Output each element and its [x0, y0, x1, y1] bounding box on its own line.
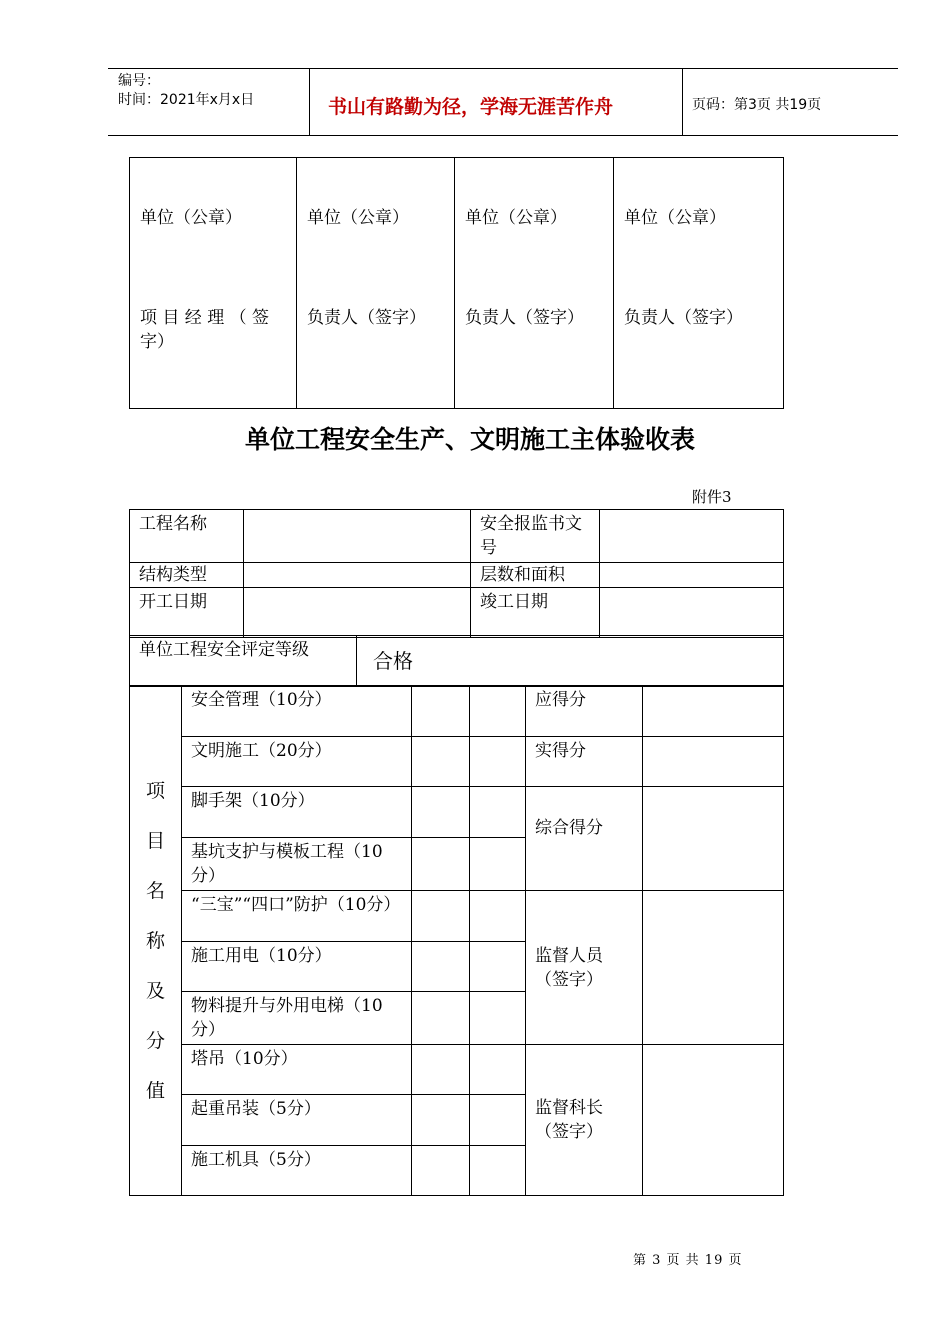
item-score-cell[interactable] [470, 787, 526, 838]
item-construction-electricity: 施工用电（10分） [182, 942, 412, 992]
floors-area-label: 层数和面积 [471, 563, 600, 588]
signature-cell [297, 158, 455, 409]
unit-seal-label: 单位（公章） [307, 208, 409, 228]
item-construction-machinery: 施工机具（5分） [182, 1146, 412, 1196]
score-due-value[interactable] [643, 686, 784, 737]
item-score-cell[interactable] [470, 1146, 526, 1196]
signature-table [129, 157, 784, 409]
safety-grade-table [129, 635, 784, 687]
structure-type-label: 结构类型 [130, 563, 244, 588]
item-score-cell[interactable] [412, 1095, 470, 1146]
signature-cell [130, 158, 297, 409]
signer-label: 负责人（签字） [307, 308, 426, 328]
safety-grade-label: 单位工程安全评定等级 [130, 636, 357, 687]
score-due-label: 应得分 [526, 686, 643, 737]
header-divider-left [309, 68, 310, 136]
floors-area-value[interactable] [600, 563, 784, 588]
signer-label: 负责人（签字） [465, 308, 584, 328]
item-score-cell[interactable] [470, 737, 526, 787]
header-divider-right [682, 68, 683, 136]
unit-seal-label: 单位（公章） [140, 208, 242, 228]
header-bottom-line [108, 135, 898, 136]
item-score-cell[interactable] [412, 891, 470, 942]
item-score-cell[interactable] [470, 1095, 526, 1146]
form-title: 单位工程安全生产、文明施工主体验收表 [245, 425, 696, 454]
start-date-value[interactable] [244, 588, 471, 638]
project-info-table [129, 509, 784, 638]
item-score-cell[interactable] [470, 992, 526, 1045]
item-score-cell[interactable] [412, 1146, 470, 1196]
signature-cell [614, 158, 784, 409]
start-date-label: 开工日期 [130, 588, 244, 638]
item-score-cell[interactable] [470, 838, 526, 891]
attachment-label: 附件3 [692, 488, 732, 506]
project-name-label: 工程名称 [130, 510, 244, 563]
structure-type-value[interactable] [244, 563, 471, 588]
supervision-doc-label: 安全报监书文 号 [471, 510, 600, 563]
signer-label: 负责人（签字） [624, 308, 743, 328]
footer-page-number: 第 3 页 共 19 页 [633, 1253, 743, 1268]
items-header-vertical [130, 686, 182, 1196]
item-score-cell[interactable] [412, 992, 470, 1045]
section-chief-label: 监督科长（签字） [526, 1045, 643, 1196]
unit-seal-label: 单位（公章） [624, 208, 726, 228]
section-chief-signature[interactable] [643, 1045, 784, 1196]
safety-grade-value[interactable]: 合格 [357, 636, 784, 687]
project-name-value[interactable] [244, 510, 471, 563]
supervisor-signature[interactable] [643, 891, 784, 1045]
header-top-line [108, 68, 898, 69]
completion-date-value[interactable] [600, 588, 784, 638]
signer-label: 项 目 经 理 （ 签 字） [140, 308, 270, 352]
item-score-cell[interactable] [412, 1045, 470, 1095]
item-score-cell[interactable] [412, 686, 470, 737]
header-number-label: 编号： [118, 73, 160, 89]
header-page-info: 页码：第3页 共19页 [692, 97, 822, 113]
item-score-cell[interactable] [412, 787, 470, 838]
item-safety-management: 安全管理（10分） [182, 686, 412, 737]
supervisor-label: 监督人员（签字） [526, 891, 643, 1045]
items-header-text: 项目名称及分值 [145, 779, 165, 1102]
item-foundation-formwork: 基坑支护与模板工程（10分） [182, 838, 412, 891]
header-time-label: 时间：2021年x月x日 [118, 92, 255, 108]
score-total-value[interactable] [643, 787, 784, 891]
item-score-cell[interactable] [470, 942, 526, 992]
item-tower-crane: 塔吊（10分） [182, 1045, 412, 1095]
items-score-table [129, 685, 784, 1196]
item-score-cell[interactable] [470, 686, 526, 737]
completion-date-label: 竣工日期 [471, 588, 600, 638]
header-motto: 书山有路勤为径，学海无涯苦作舟 [328, 96, 614, 118]
signature-cell [455, 158, 614, 409]
item-three-treasures-four-openings: “三宝”“四口”防护（10分） [182, 891, 412, 942]
score-actual-value[interactable] [643, 737, 784, 787]
score-total-label: 综合得分 [526, 787, 643, 891]
item-score-cell[interactable] [412, 942, 470, 992]
item-score-cell[interactable] [412, 838, 470, 891]
item-score-cell[interactable] [470, 891, 526, 942]
item-lifting-installation: 起重吊装（5分） [182, 1095, 412, 1146]
score-actual-label: 实得分 [526, 737, 643, 787]
item-material-hoist-elevator: 物料提升与外用电梯（10分） [182, 992, 412, 1045]
item-score-cell[interactable] [412, 737, 470, 787]
item-civilized-construction: 文明施工（20分） [182, 737, 412, 787]
unit-seal-label: 单位（公章） [465, 208, 567, 228]
item-score-cell[interactable] [470, 1045, 526, 1095]
item-scaffolding: 脚手架（10分） [182, 787, 412, 838]
